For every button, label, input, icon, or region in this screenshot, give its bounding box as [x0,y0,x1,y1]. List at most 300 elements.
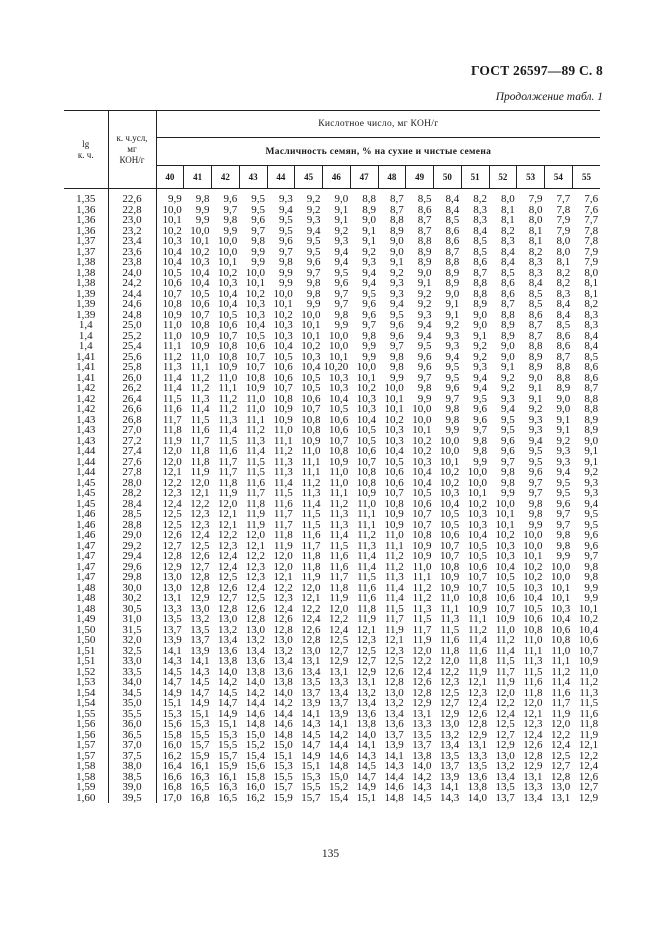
cell-acid-value: 10,7 [301,404,321,415]
cell-acid-value: 13,7 [384,729,404,740]
cell-acid-value: 12,3 [440,677,460,688]
cell-acid-value: 10,7 [467,572,487,583]
cell-acid-value: 9,3 [445,341,460,352]
cell-acid-value: 13,9 [162,635,182,646]
cell-acid-value: 7,9 [584,257,599,268]
cell-lg: 1,42 [64,394,108,405]
cell-acid-value: 9,3 [279,193,293,205]
cell-lg: 1,36 [64,226,108,237]
cell-acid-value: 11,0 [246,393,265,404]
cell-acid-value: 10,4 [412,477,432,488]
cell-acid-value: 10,8 [301,425,321,436]
cell-acid-value: 10,4 [218,299,238,310]
cell-acid-value: 14,8 [384,792,404,803]
cell-acid-value: 9,0 [501,351,515,362]
cell-acid-value: 8,7 [584,383,599,394]
cell-acid-value: 13,6 [356,708,376,719]
cell-acid-value: 9,5 [528,446,543,457]
cell-acid-value: 9,8 [223,215,238,226]
cell-acid-value: 15,1 [301,761,321,772]
cell-acid-value: 10,5 [440,509,460,520]
cell-acid-value: 9,4 [390,299,404,310]
cell-acid-value: 10,9 [245,383,265,394]
cell-kch-usl: 31,0 [108,614,156,625]
cell-acid-value: 11,4 [190,404,210,415]
cell-acid-value: 10,5 [467,540,487,551]
table-row [64,278,600,289]
cell-acid-value: 10,3 [329,372,349,383]
cell-acid-value: 8,9 [362,204,376,215]
table-row [64,730,600,741]
table-row [64,247,600,258]
cell-acid-value: 11,0 [329,477,349,488]
cell-acid-value: 8,8 [528,341,543,352]
cell-acid-value: 12,3 [190,519,210,530]
cell-lg: 1,39 [64,289,108,300]
cell-acid-value: 9,6 [223,193,238,205]
cell-acid-value: 12,0 [440,656,460,667]
cell-acid-value: 10,1 [467,488,487,499]
cell-acid-value: 15,1 [356,792,376,803]
cell-acid-value: 9,6 [306,257,321,268]
cell-acid-value: 10,3 [218,278,238,289]
cell-kch-usl: 27,2 [108,436,156,447]
table-row [64,499,600,510]
cell-acid-value: 11,9 [162,435,182,446]
cell-kch-usl: 23,2 [108,226,156,237]
cell-acid-value: 13,1 [412,708,432,719]
cell-acid-value: 9,2 [473,341,487,352]
cell-acid-value: 10,9 [440,572,460,583]
cell-kch-usl: 24,6 [108,299,156,310]
cell-acid-value: 12,9 [495,740,515,751]
cell-acid-value: 9,2 [306,204,321,215]
cell-acid-value: 9,5 [251,204,265,215]
col-header-kch [108,111,156,189]
table-row [64,604,600,615]
cell-acid-value: 11,2 [190,372,210,383]
cell-acid-value: 9,7 [390,341,404,352]
cell-acid-value: 13,2 [495,761,515,772]
cell-acid-value: 12,4 [162,498,182,509]
cell-lg: 1,38 [64,257,108,268]
cell-acid-value: 12,8 [301,635,321,646]
cell-acid-value: 10,5 [523,603,543,614]
cell-lg: 1,37 [64,236,108,247]
cell-acid-value: 8,5 [445,215,460,226]
table-row [64,646,600,657]
cell-acid-value: 10,3 [356,393,376,404]
cell-acid-value: 13,5 [440,750,460,761]
table-row [64,782,600,793]
cell-acid-value: 10,4 [384,446,404,457]
cell-lg: 1,41 [64,362,108,373]
cell-acid-value: 12,5 [329,635,349,646]
cell-acid-value: 10,8 [523,624,543,635]
cell-acid-value: 12,3 [162,488,182,499]
cell-acid-value: 11,5 [329,540,349,551]
cell-acid-value: 9,6 [251,215,265,226]
cell-acid-value: 8,7 [417,225,432,236]
cell-acid-value: 10,3 [523,582,543,593]
cell-acid-value: 11,2 [412,582,432,593]
table-row [64,205,600,216]
cell-acid-value: 10,6 [412,498,432,509]
cell-acid-value: 10,9 [190,330,210,341]
cell-acid-value: 8,9 [501,320,515,331]
cell-acid-value: 9,3 [528,425,543,436]
cell-acid-value: 8,6 [417,204,432,215]
cell-kch-usl: 27,8 [108,467,156,478]
cell-acid-value: 12,4 [245,582,265,593]
cell-acid-value: 9,4 [445,351,460,362]
cell-acid-value: 11,6 [301,530,321,541]
cell-acid-value: 9,0 [417,267,432,278]
cell-acid-value: 10,20 [323,362,349,373]
cell-acid-value: 8,9 [473,299,487,310]
cell-acid-value: 10,9 [273,414,293,425]
cell-acid-value: 11,6 [579,708,599,719]
cell-acid-value: 9,6 [334,278,349,289]
cell-acid-value: 12,3 [467,687,487,698]
cell-acid-value: 9,6 [417,351,432,362]
cell-acid-value: 9,1 [390,257,404,268]
cell-acid-value: 15,3 [273,761,293,772]
cell-acid-value: 12,5 [162,519,182,530]
cell-acid-value: 10,1 [162,215,182,226]
cell-acid-value: 9,1 [528,383,543,394]
cell-acid-value: 14,4 [329,740,349,751]
cell-acid-value: 15,7 [190,740,210,751]
col-header-lg [64,111,108,189]
cell-kch-usl: 36,0 [108,719,156,730]
cell-acid-value: 10,3 [412,456,432,467]
cell-acid-value: 10,4 [578,624,599,635]
cell-acid-value: 15,2 [245,740,265,751]
cell-acid-value: 10,3 [273,330,293,341]
cell-acid-value: 10,2 [440,477,460,488]
cell-acid-value: 10,2 [190,246,210,257]
cell-acid-value: 10,5 [301,372,321,383]
cell-acid-value: 11,2 [218,404,238,415]
cell-acid-value: 16,5 [190,782,210,793]
cell-acid-value: 9,8 [445,414,460,425]
page-number: 135 [321,848,340,860]
cell-acid-value: 9,2 [417,288,432,299]
table-row [64,793,600,804]
cell-acid-value: 14,2 [245,687,265,698]
cell-acid-value: 11,2 [412,593,432,604]
cell-acid-value: 11,0 [384,530,404,541]
cell-acid-value: 13,2 [218,624,238,635]
cell-acid-value: 11,0 [246,404,265,415]
cell-acid-value: 11,1 [357,519,376,530]
cell-acid-value: 11,8 [523,687,543,698]
cell-acid-value: 8,2 [556,278,571,289]
cell-acid-value: 13,5 [495,782,515,793]
cell-acid-value: 14,3 [301,719,321,730]
cell-acid-value: 12,7 [495,729,515,740]
cell-acid-value: 9,7 [556,519,571,530]
table-row [64,215,600,226]
cell-acid-value: 10,0 [162,204,182,215]
cell-acid-value: 10,6 [523,614,543,625]
cell-acid-value: 9,5 [445,372,460,383]
cell-acid-value: 9,9 [528,519,543,530]
cell-acid-value: 14,7 [190,687,210,698]
cell-acid-value: 9,3 [501,393,515,404]
cell-acid-value: 9,8 [195,193,210,205]
cell-acid-value: 12,4 [578,761,599,772]
cell-acid-value: 11,1 [190,362,210,373]
cell-acid-value: 11,6 [329,561,349,572]
cell-acid-value: 13,0 [301,645,321,656]
cell-acid-value: 11,2 [384,561,404,572]
cell-acid-value: 14,3 [412,782,432,793]
cell-acid-value: 10,1 [412,425,432,436]
cell-acid-value: 10,1 [495,509,515,520]
cell-acid-value: 12,1 [218,509,238,520]
cell-acid-value: 10,7 [440,551,460,562]
cell-acid-value: 9,2 [334,225,349,236]
cell-acid-value: 13,7 [412,740,432,751]
cell-kch-usl: 27,4 [108,446,156,457]
cell-acid-value: 9,1 [556,414,571,425]
cell-acid-value: 10,6 [218,320,238,331]
cell-acid-value: 13,0 [384,687,404,698]
cell-acid-value: 10,0 [356,362,376,373]
cell-acid-value: 11,8 [329,582,349,593]
cell-acid-value: 10,8 [273,393,293,404]
cell-acid-value: 11,9 [412,635,432,646]
table-row [64,562,600,573]
cell-lg: 1,45 [64,499,108,510]
cell-acid-value: 15,0 [245,729,265,740]
cell-acid-value: 8,1 [501,215,515,226]
cell-acid-value: 9,2 [473,351,487,362]
table-row [64,383,600,394]
cell-acid-value: 13,5 [467,761,487,772]
cell-acid-value: 11,5 [246,456,265,467]
cell-acid-value: 9,3 [584,477,599,488]
cell-acid-value: 8,0 [556,236,571,247]
cell-kch-usl: 26,8 [108,415,156,426]
cell-kch-usl: 24,4 [108,289,156,300]
cell-acid-value: 11,5 [412,614,432,625]
cell-kch-usl: 30,0 [108,583,156,594]
cell-acid-value: 9,3 [528,414,543,425]
cell-acid-value: 10,7 [495,603,515,614]
cell-kch-usl: 25,0 [108,320,156,331]
cell-acid-value: 10,7 [245,362,265,373]
cell-kch-usl: 26,2 [108,383,156,394]
cell-acid-value: 12,1 [162,467,182,478]
cell-acid-value: 10,0 [467,477,487,488]
cell-acid-value: 10,4 [467,530,487,541]
cell-acid-value: 10,0 [551,572,571,583]
cell-lg: 1,58 [64,772,108,783]
cell-lg: 1,57 [64,751,108,762]
cell-acid-value: 12,9 [523,761,543,772]
cell-acid-value: 8,6 [528,309,543,320]
cell-acid-value: 11,6 [523,677,543,688]
cell-acid-value: 13,5 [301,677,321,688]
cell-acid-value: 12,8 [551,771,571,782]
cell-acid-value: 15,3 [162,708,182,719]
cell-acid-value: 15,5 [218,740,238,751]
cell-acid-value: 9,4 [473,372,487,383]
cell-kch-usl: 28,4 [108,499,156,510]
cell-acid-value: 15,9 [273,792,293,803]
cell-acid-value: 12,5 [356,645,376,656]
cell-acid-value: 10,3 [467,519,487,530]
cell-acid-value: 11,6 [551,687,571,698]
cell-acid-value: 14,6 [384,782,404,793]
cell-acid-value: 12,6 [301,624,321,635]
cell-acid-value: 9,8 [390,351,404,362]
cell-acid-value: 9,5 [334,267,349,278]
cell-acid-value: 10,8 [356,467,376,478]
cell-acid-value: 11,0 [301,446,321,457]
cell-acid-value: 14,3 [384,761,404,772]
cell-acid-value: 11,4 [384,582,404,593]
cell-lg: 1,50 [64,625,108,636]
cell-acid-value: 13,9 [384,740,404,751]
cell-acid-value: 10,6 [273,362,293,373]
cell-acid-value: 15,1 [162,698,182,709]
cell-acid-value: 16,1 [218,771,238,782]
cell-acid-value: 9,7 [417,372,432,383]
cell-acid-value: 15,5 [301,782,321,793]
cell-acid-value: 11,0 [412,561,432,572]
cell-acid-value: 9,0 [334,193,349,205]
cell-acid-value: 9,0 [390,246,404,257]
cell-acid-value: 12,3 [523,719,543,730]
cell-acid-value: 8,6 [584,372,599,383]
cell-acid-value: 12,6 [578,771,599,782]
cell-acid-value: 9,1 [473,330,487,341]
cell-acid-value: 14,9 [301,750,321,761]
cell-acid-value: 11,4 [384,593,404,604]
cell-acid-value: 10,2 [273,309,293,320]
cell-acid-value: 9,3 [445,330,460,341]
cell-kch-usl: 23,8 [108,257,156,268]
cell-acid-value: 9,7 [334,299,349,310]
cell-acid-value: 12,6 [190,551,210,562]
cell-kch-usl: 26,4 [108,394,156,405]
cell-acid-value: 8,4 [584,330,599,341]
cell-lg: 1,55 [64,709,108,720]
cell-acid-value: 12,1 [190,488,210,499]
cell-acid-value: 11,8 [468,656,487,667]
cell-acid-value: 8,8 [362,193,376,205]
cell-acid-value: 9,7 [584,551,599,562]
col-header-lg-line2: к. ч. [77,149,94,160]
cell-acid-value: 9,8 [556,530,571,541]
cell-acid-value: 13,1 [467,740,487,751]
cell-acid-value: 11,3 [218,414,238,425]
cell-acid-value: 12,5 [495,719,515,730]
cell-acid-value: 12,2 [245,551,265,562]
cell-kch-usl: 29,8 [108,572,156,583]
cell-kch-usl: 22,8 [108,205,156,216]
cell-acid-value: 9,9 [168,193,182,205]
cell-acid-value: 9,9 [584,593,599,604]
cell-acid-value: 12,4 [467,698,487,709]
cell-acid-value: 8,8 [501,309,515,320]
cell-acid-value: 9,8 [334,309,349,320]
cell-acid-value: 10,1 [245,278,265,289]
cell-acid-value: 10,6 [551,624,571,635]
cell-lg: 1,46 [64,520,108,531]
cell-acid-value: 10,5 [467,551,487,562]
cell-acid-value: 13,3 [412,719,432,730]
cell-acid-value: 7,8 [584,236,599,247]
table-row [64,709,600,720]
cell-acid-value: 9,5 [279,225,293,236]
cell-acid-value: 9,1 [334,215,349,226]
cell-acid-value: 11,4 [246,446,265,457]
table-row [64,446,600,457]
cell-acid-value: 12,8 [523,750,543,761]
cell-acid-value: 10,9 [190,341,210,352]
cell-acid-value: 11,2 [495,635,515,646]
cell-acid-value: 13,0 [273,635,293,646]
cell-acid-value: 9,4 [279,204,293,215]
cell-acid-value: 10,2 [495,530,515,541]
cell-acid-value: 12,5 [245,593,265,604]
cell-acid-value: 7,8 [584,225,599,236]
cell-acid-value: 13,1 [356,677,376,688]
cell-acid-value: 12,6 [523,740,543,751]
cell-acid-value: 9,5 [445,362,460,373]
cell-acid-value: 12,2 [578,750,599,761]
cell-acid-value: 8,5 [528,288,543,299]
cell-acid-value: 9,1 [362,236,376,247]
cell-lg: 1,54 [64,688,108,699]
table-row [64,425,600,436]
cell-acid-value: 10,4 [523,593,543,604]
cell-acid-value: 13,4 [523,792,543,803]
cell-acid-value: 15,3 [190,719,210,730]
cell-acid-value: 12,8 [190,572,210,583]
table-row [64,772,600,783]
cell-kch-usl: 29,2 [108,541,156,552]
cell-acid-value: 10,7 [162,288,182,299]
cell-acid-value: 9,9 [251,246,265,257]
cell-acid-value: 10,4 [245,320,265,331]
cell-acid-value: 15,7 [301,792,321,803]
cell-acid-value: 12,5 [162,509,182,520]
cell-acid-value: 8,1 [584,288,599,299]
cell-acid-value: 12,3 [384,645,404,656]
cell-acid-value: 13,7 [495,792,515,803]
cell-acid-value: 12,0 [273,551,293,562]
cell-acid-value: 9,2 [584,467,599,478]
col-header-oil-52: 52 [489,166,517,189]
cell-acid-value: 7,7 [584,215,599,226]
cell-acid-value: 8,6 [556,341,571,352]
col-header-oil-43: 43 [239,166,267,189]
cell-acid-value: 8,7 [390,193,404,205]
cell-acid-value: 9,8 [417,383,432,394]
cell-acid-value: 9,2 [501,372,515,383]
sub-header-oil-content: Масличность семян, % на сухие и чистые семена [156,138,600,166]
cell-acid-value: 14,1 [384,750,404,761]
cell-acid-value: 8,5 [473,246,487,257]
cell-acid-value: 11,7 [218,467,238,478]
cell-acid-value: 8,2 [501,225,515,236]
